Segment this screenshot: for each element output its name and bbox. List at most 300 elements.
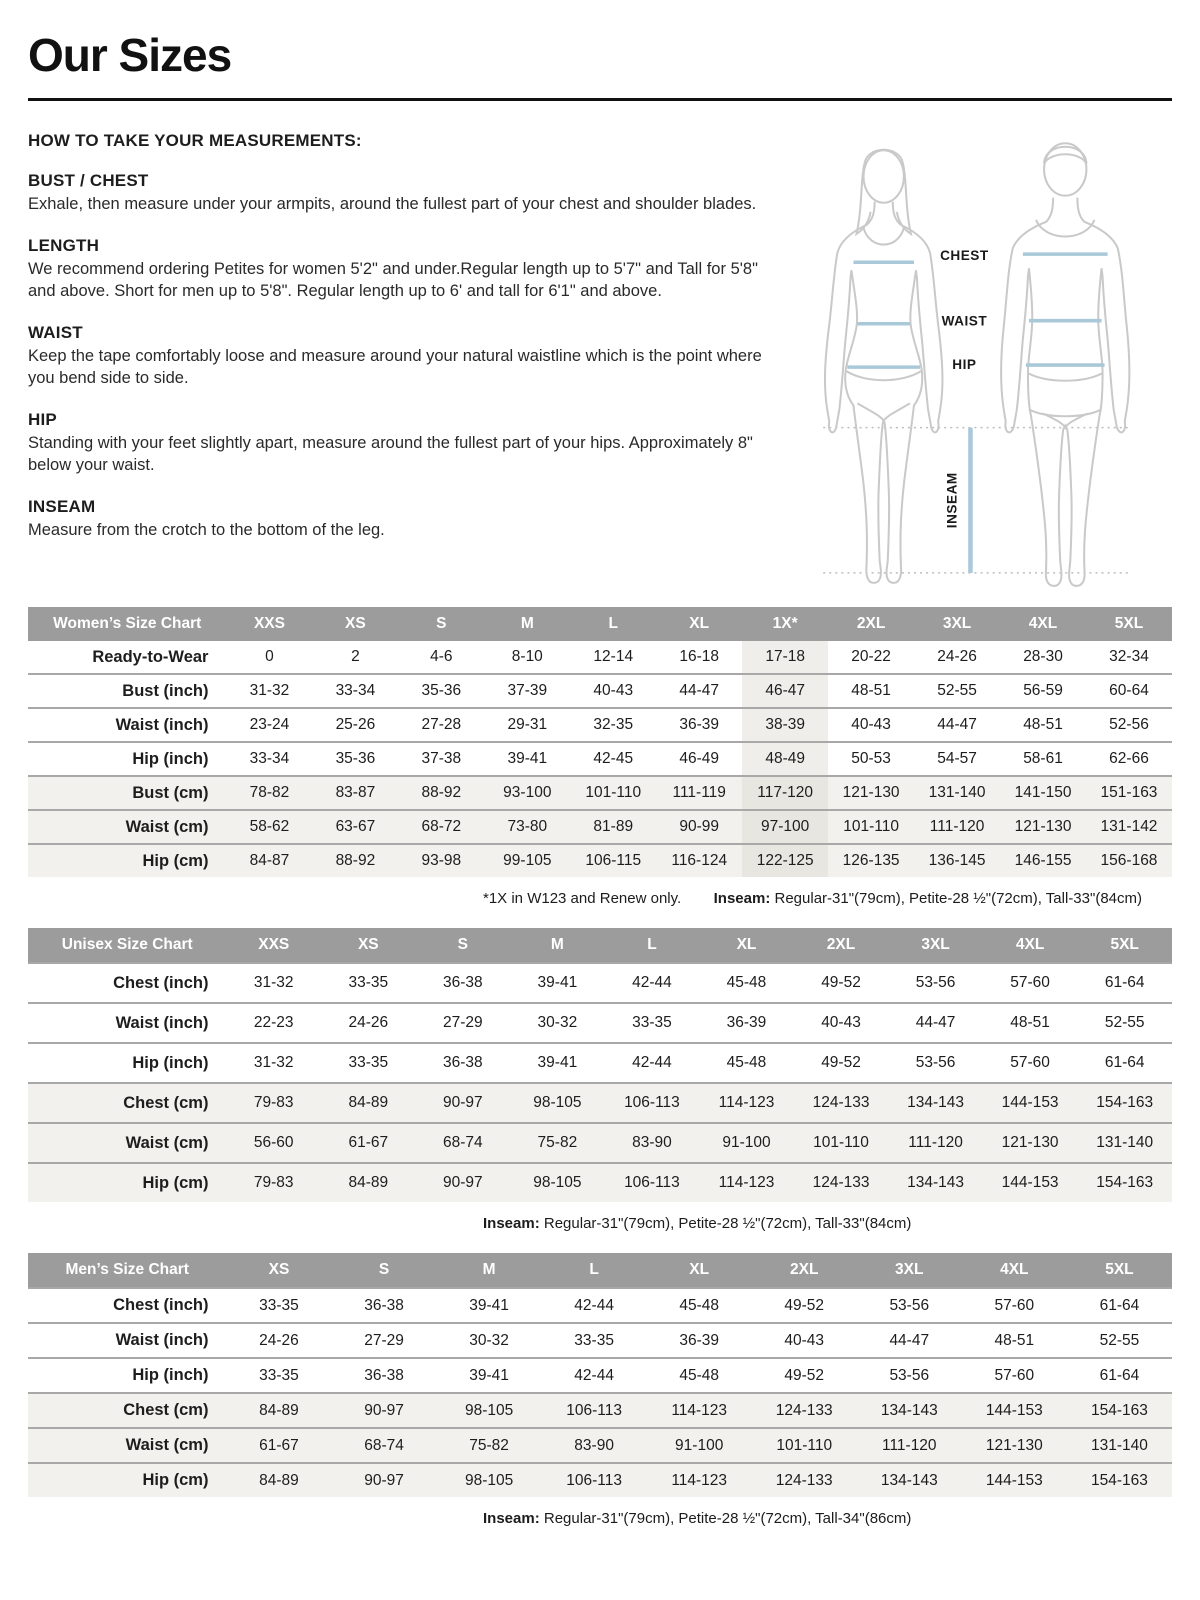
size-cell: 32-34 [1109,648,1149,665]
size-cell: 16-18 [679,648,720,665]
size-cell: 42-44 [542,1358,647,1393]
inseam-label: Inseam: [713,890,771,907]
size-cell: 106-113 [605,1083,700,1123]
size-cell: 114-123 [699,1083,794,1123]
size-cell: 84-89 [321,1083,416,1123]
size-cell: 48-49 [742,742,828,776]
size-cell: 63-67 [312,810,398,844]
size-cell: 45-48 [699,963,794,1003]
size-cell: 46-49 [656,742,742,776]
size-cell: 25-26 [312,708,398,742]
size-cell: 48-51 [983,1003,1078,1043]
size-cell: 40-43 [570,674,656,708]
measurement-lines [847,254,1107,573]
row-label: Waist (inch) [28,708,226,742]
size-cell: 68-74 [332,1428,437,1463]
size-cell: 24-26 [321,1003,416,1043]
size-cell: 53-56 [888,1043,983,1083]
size-cell: 30-32 [510,1003,605,1043]
size-cell: 42-44 [542,1288,647,1323]
size-cell: 151-163 [1086,776,1172,810]
size-cell: 44-47 [656,674,742,708]
size-column-header: XS [321,928,416,963]
size-cell: 48-51 [1000,708,1086,742]
size-cell: 111-120 [914,810,1000,844]
size-cell: 36-39 [647,1323,752,1358]
size-cell: 101-110 [570,776,656,810]
size-cell: 61-64 [1067,1288,1172,1323]
size-cell: 116-124 [656,844,742,877]
inseam-label: Inseam: [483,1510,540,1527]
instruction-section [28,171,770,216]
section-title: WAIST [28,322,83,342]
size-cell: 33-35 [226,1358,331,1393]
size-cell: 134-143 [857,1393,962,1428]
size-column-header: 5XL [1086,607,1172,641]
size-column-header: XS [226,1253,331,1288]
size-cell: 33-34 [226,742,312,776]
table-row [28,1123,1172,1163]
size-cell: 38-39 [742,708,828,742]
size-cell: 36-38 [416,1043,511,1083]
table-row [28,1288,1172,1323]
size-cell: 0 [265,648,274,665]
size-cell: 33-34 [312,674,398,708]
size-cell: 33-35 [321,963,416,1003]
row-label: Hip (cm) [28,1163,226,1202]
size-cell: 121-130 [1000,810,1086,844]
size-cell: 83-90 [542,1428,647,1463]
size-cell: 136-145 [914,844,1000,877]
row-label: Chest (inch) [28,1288,226,1323]
size-cell: 121-130 [828,776,914,810]
size-cell: 144-153 [983,1163,1078,1202]
section-body: We recommend ordering Petites for women 5'2" and under.Regular length up to 5'7" and Tall for 5'8" and above. Short for men up to 5'8". Regular length up to 6' and tall for 6'1" and above. [28,259,758,300]
womens-footnote [28,890,1172,907]
size-cell: 83-90 [605,1123,700,1163]
size-column-header: 4XL [1000,607,1086,641]
size-cell: 44-47 [888,1003,983,1043]
table-row [28,1163,1172,1202]
size-column-header: 1X* [742,607,828,641]
size-cell: 49-52 [794,963,889,1003]
size-cell: 36-39 [656,708,742,742]
size-cell: 50-53 [828,742,914,776]
row-label: Hip (inch) [28,1043,226,1083]
size-cell: 53-56 [888,963,983,1003]
size-cell: 124-133 [752,1393,857,1428]
size-cell: 114-123 [647,1393,752,1428]
table-row [28,963,1172,1003]
size-cell: 122-125 [742,844,828,877]
hip-label: HIP [952,357,977,373]
size-column-header: XL [699,928,794,963]
table-row [28,641,1172,674]
row-label: Chest (inch) [28,963,226,1003]
size-cell: 42-44 [605,963,700,1003]
size-column-header: 4XL [962,1253,1067,1288]
size-cell: 79-83 [226,1083,321,1123]
section-body: Keep the tape comfortably loose and measure around your natural waistline which is the point where you bend side to side. [28,346,762,387]
table-row [28,708,1172,742]
size-cell: 111-120 [857,1428,962,1463]
size-cell: 83-87 [312,776,398,810]
size-cell: 101-110 [794,1123,889,1163]
size-cell: 75-82 [437,1428,542,1463]
size-cell: 37-39 [484,674,570,708]
size-cell: 56-59 [1000,674,1086,708]
size-cell: 57-60 [962,1288,1067,1323]
size-cell: 44-47 [914,708,1000,742]
size-column-header: L [570,607,656,641]
size-cell: 68-72 [398,810,484,844]
row-label: Waist (cm) [28,1123,226,1163]
size-cell: 84-89 [226,1463,331,1497]
size-cell: 32-35 [570,708,656,742]
size-cell: 84-89 [321,1163,416,1202]
size-cell: 48-51 [828,674,914,708]
size-cell: 40-43 [828,708,914,742]
size-cell: 106-113 [542,1463,647,1497]
size-cell: 40-43 [752,1323,857,1358]
size-cell: 57-60 [962,1358,1067,1393]
size-column-header: XL [656,607,742,641]
size-cell: 106-115 [570,844,656,877]
size-cell: 27-28 [398,708,484,742]
inseam-text: Regular-31"(79cm), Petite-28 ½"(72cm), Tall-33"(84cm) [770,890,1142,907]
size-cell: 44-47 [857,1323,962,1358]
size-cell: 24-26 [937,648,977,665]
size-cell: 28-30 [1023,648,1063,665]
footnote-inseam [483,1215,911,1232]
size-cell: 39-41 [484,742,570,776]
size-diagram [770,119,1172,593]
size-cell: 101-110 [828,810,914,844]
size-column-header: 5XL [1067,1253,1172,1288]
size-cell: 36-38 [416,963,511,1003]
inseam-text: Regular-31"(79cm), Petite-28 ½"(72cm), Tall-33"(84cm) [539,1215,912,1232]
size-cell: 61-64 [1077,1043,1172,1083]
size-cell: 90-97 [332,1463,437,1497]
size-charts [28,607,1172,1527]
footnote-inseam [483,1510,911,1527]
size-cell: 144-153 [962,1393,1067,1428]
table-row [28,1358,1172,1393]
size-column-header: 3XL [914,607,1000,641]
size-cell: 33-35 [605,1003,700,1043]
size-cell: 154-163 [1067,1393,1172,1428]
size-column-header: M [437,1253,542,1288]
size-cell: 20-22 [851,648,891,665]
size-cell: 45-48 [647,1288,752,1323]
size-cell: 146-155 [1000,844,1086,877]
size-cell: 131-140 [1077,1123,1172,1163]
size-cell: 60-64 [1086,674,1172,708]
size-cell: 98-105 [510,1163,605,1202]
row-label: Waist (inch) [28,1323,226,1358]
size-cell: 134-143 [857,1463,962,1497]
size-cell: 68-74 [416,1123,511,1163]
size-cell: 134-143 [888,1083,983,1123]
size-cell: 79-83 [226,1163,321,1202]
size-cell: 37-38 [398,742,484,776]
size-cell: 24-26 [226,1323,331,1358]
size-cell: 52-55 [1067,1323,1172,1358]
size-cell: 114-123 [647,1463,752,1497]
table-row [28,674,1172,708]
row-label: Bust (cm) [28,776,226,810]
intro-section [28,109,1172,593]
size-cell: 17-18 [742,641,828,674]
size-cell: 131-140 [1067,1428,1172,1463]
unisex-footnote [28,1215,1172,1232]
size-cell: 2 [351,648,360,665]
instruction-section [28,410,770,477]
size-cell: 78-82 [226,776,312,810]
waist-label: WAIST [941,313,988,329]
size-column-header: S [398,607,484,641]
size-cell: 61-67 [321,1123,416,1163]
section-title: HIP [28,409,57,429]
section-body: Measure from the crotch to the bottom of the leg. [28,520,385,539]
size-cell: 81-89 [570,810,656,844]
header-row [28,1253,1172,1288]
size-cell: 58-61 [1000,742,1086,776]
instruction-section [28,236,770,303]
size-cell: 56-60 [226,1123,321,1163]
womens-size-chart [28,607,1172,877]
size-cell: 144-153 [962,1463,1067,1497]
size-cell: 27-29 [332,1323,437,1358]
size-column-header: L [605,928,700,963]
size-cell: 45-48 [647,1358,752,1393]
table-title: Women’s Size Chart [28,607,226,641]
size-cell: 91-100 [699,1123,794,1163]
size-cell: 36-38 [332,1358,437,1393]
footnote-1x-note: *1X in W123 and Renew only. [483,890,682,907]
table-row [28,742,1172,776]
size-cell: 53-56 [857,1288,962,1323]
inseam-label: INSEAM [944,472,960,529]
size-cell: 31-32 [226,674,312,708]
size-cell: 98-105 [510,1083,605,1123]
row-label: Hip (inch) [28,742,226,776]
size-cell: 39-41 [437,1358,542,1393]
size-cell: 97-100 [742,810,828,844]
size-cell: 36-39 [699,1003,794,1043]
size-cell: 27-29 [416,1003,511,1043]
size-cell: 121-130 [983,1123,1078,1163]
size-cell: 49-52 [752,1358,857,1393]
section-title: BUST / CHEST [28,171,149,190]
row-label: Waist (cm) [28,810,226,844]
size-cell: 126-135 [828,844,914,877]
size-cell: 117-120 [742,776,828,810]
size-cell: 84-87 [226,844,312,877]
size-column-header: XS [312,607,398,641]
size-cell: 57-60 [983,1043,1078,1083]
size-cell: 23-24 [226,708,312,742]
table-row [28,1003,1172,1043]
size-cell: 75-82 [510,1123,605,1163]
unisex-size-chart [28,928,1172,1202]
instruction-section [28,497,770,542]
size-column-header: 2XL [752,1253,857,1288]
size-cell: 90-97 [416,1163,511,1202]
mens-size-chart [28,1253,1172,1497]
size-cell: 114-123 [699,1163,794,1202]
size-cell: 73-80 [484,810,570,844]
size-cell: 33-35 [226,1288,331,1323]
size-cell: 58-62 [226,810,312,844]
size-cell: 141-150 [1000,776,1086,810]
section-title: INSEAM [28,496,96,516]
instruction-section [28,323,770,390]
table-title: Men’s Size Chart [28,1253,226,1288]
size-cell: 99-105 [484,844,570,877]
size-column-header: S [332,1253,437,1288]
size-cell: 48-51 [962,1323,1067,1358]
size-cell: 124-133 [752,1463,857,1497]
size-cell: 90-97 [416,1083,511,1123]
size-column-header: M [484,607,570,641]
size-column-header: S [416,928,511,963]
row-label: Hip (cm) [28,844,226,877]
size-column-header: XXS [226,607,312,641]
table-row [28,1323,1172,1358]
row-label: Waist (inch) [28,1003,226,1043]
size-cell: 156-168 [1086,844,1172,877]
row-label: Chest (cm) [28,1393,226,1428]
size-cell: 62-66 [1086,742,1172,776]
size-cell: 4-6 [430,648,453,665]
size-column-header: 3XL [888,928,983,963]
size-cell: 98-105 [437,1463,542,1497]
table-row [28,776,1172,810]
size-cell: 54-57 [914,742,1000,776]
page-title: Our Sizes [28,29,232,81]
table-row [28,1083,1172,1123]
inseam-text: Regular-31"(79cm), Petite-28 ½"(72cm), Tall-34"(86cm) [539,1510,912,1527]
footnote-inseam [714,890,1142,907]
size-column-header: 2XL [828,607,914,641]
size-cell: 40-43 [794,1003,889,1043]
table-row [28,1393,1172,1428]
size-cell: 131-142 [1086,810,1172,844]
table-row [28,810,1172,844]
size-cell: 154-163 [1077,1163,1172,1202]
section-body: Standing with your feet slightly apart, measure around the fullest part of your hips. Approximately 8" below your waist. [28,433,753,474]
size-cell: 154-163 [1077,1083,1172,1123]
size-cell: 22-23 [226,1003,321,1043]
size-cell: 45-48 [699,1043,794,1083]
size-cell: 39-41 [510,1043,605,1083]
size-cell: 53-56 [857,1358,962,1393]
size-column-header: XL [647,1253,752,1288]
inseam-label: Inseam: [483,1215,540,1232]
size-cell: 42-44 [605,1043,700,1083]
table-row [28,844,1172,877]
size-cell: 52-55 [914,674,1000,708]
size-cell: 35-36 [398,674,484,708]
size-column-header: 5XL [1077,928,1172,963]
header-row [28,928,1172,963]
size-cell: 12-14 [593,648,634,665]
header-row [28,607,1172,641]
size-column-header: 2XL [794,928,889,963]
size-cell: 52-56 [1086,708,1172,742]
size-cell: 29-31 [484,708,570,742]
size-cell: 93-98 [398,844,484,877]
size-cell: 39-41 [510,963,605,1003]
row-label: Hip (cm) [28,1463,226,1497]
size-cell: 33-35 [542,1323,647,1358]
table-row [28,1043,1172,1083]
size-cell: 36-38 [332,1288,437,1323]
title-divider [28,98,1172,101]
size-cell: 124-133 [794,1083,889,1123]
size-cell: 49-52 [752,1288,857,1323]
size-cell: 35-36 [312,742,398,776]
size-column-header: 3XL [857,1253,962,1288]
size-cell: 52-55 [1077,1003,1172,1043]
size-cell: 42-45 [570,742,656,776]
section-title: LENGTH [28,235,100,255]
size-cell: 111-120 [888,1123,983,1163]
size-column-header: 4XL [983,928,1078,963]
instructions-heading: HOW TO TAKE YOUR MEASUREMENTS: [28,131,362,150]
row-label: Hip (inch) [28,1358,226,1393]
size-cell: 31-32 [226,963,321,1003]
size-cell: 154-163 [1067,1463,1172,1497]
size-cell: 33-35 [321,1043,416,1083]
chest-label: CHEST [940,248,989,264]
size-column-header: XXS [226,928,321,963]
measurement-instructions [28,109,770,542]
row-label: Waist (cm) [28,1428,226,1463]
size-cell: 134-143 [888,1163,983,1202]
size-cell: 144-153 [983,1083,1078,1123]
size-cell: 90-99 [656,810,742,844]
size-cell: 30-32 [437,1323,542,1358]
size-cell: 131-140 [914,776,1000,810]
size-cell: 101-110 [752,1428,857,1463]
size-cell: 39-41 [437,1288,542,1323]
size-cell: 106-113 [542,1393,647,1428]
size-cell: 111-119 [656,776,742,810]
size-cell: 93-100 [484,776,570,810]
size-cell: 88-92 [398,776,484,810]
size-cell: 90-97 [332,1393,437,1428]
size-column-header: L [542,1253,647,1288]
size-cell: 88-92 [312,844,398,877]
size-cell: 91-100 [647,1428,752,1463]
row-label: Chest (cm) [28,1083,226,1123]
size-cell: 61-64 [1077,963,1172,1003]
size-cell: 121-130 [962,1428,1067,1463]
size-cell: 61-64 [1067,1358,1172,1393]
table-row [28,1463,1172,1497]
section-body: Exhale, then measure under your armpits, around the fullest part of your chest and shoulder blades. [28,195,757,213]
size-cell: 98-105 [437,1393,542,1428]
mens-footnote [28,1510,1172,1527]
row-label: Ready-to-Wear [92,647,209,666]
size-cell: 49-52 [794,1043,889,1083]
size-cell: 46-47 [742,674,828,708]
size-cell: 124-133 [794,1163,889,1202]
size-column-header: M [510,928,605,963]
size-cell: 57-60 [983,963,1078,1003]
